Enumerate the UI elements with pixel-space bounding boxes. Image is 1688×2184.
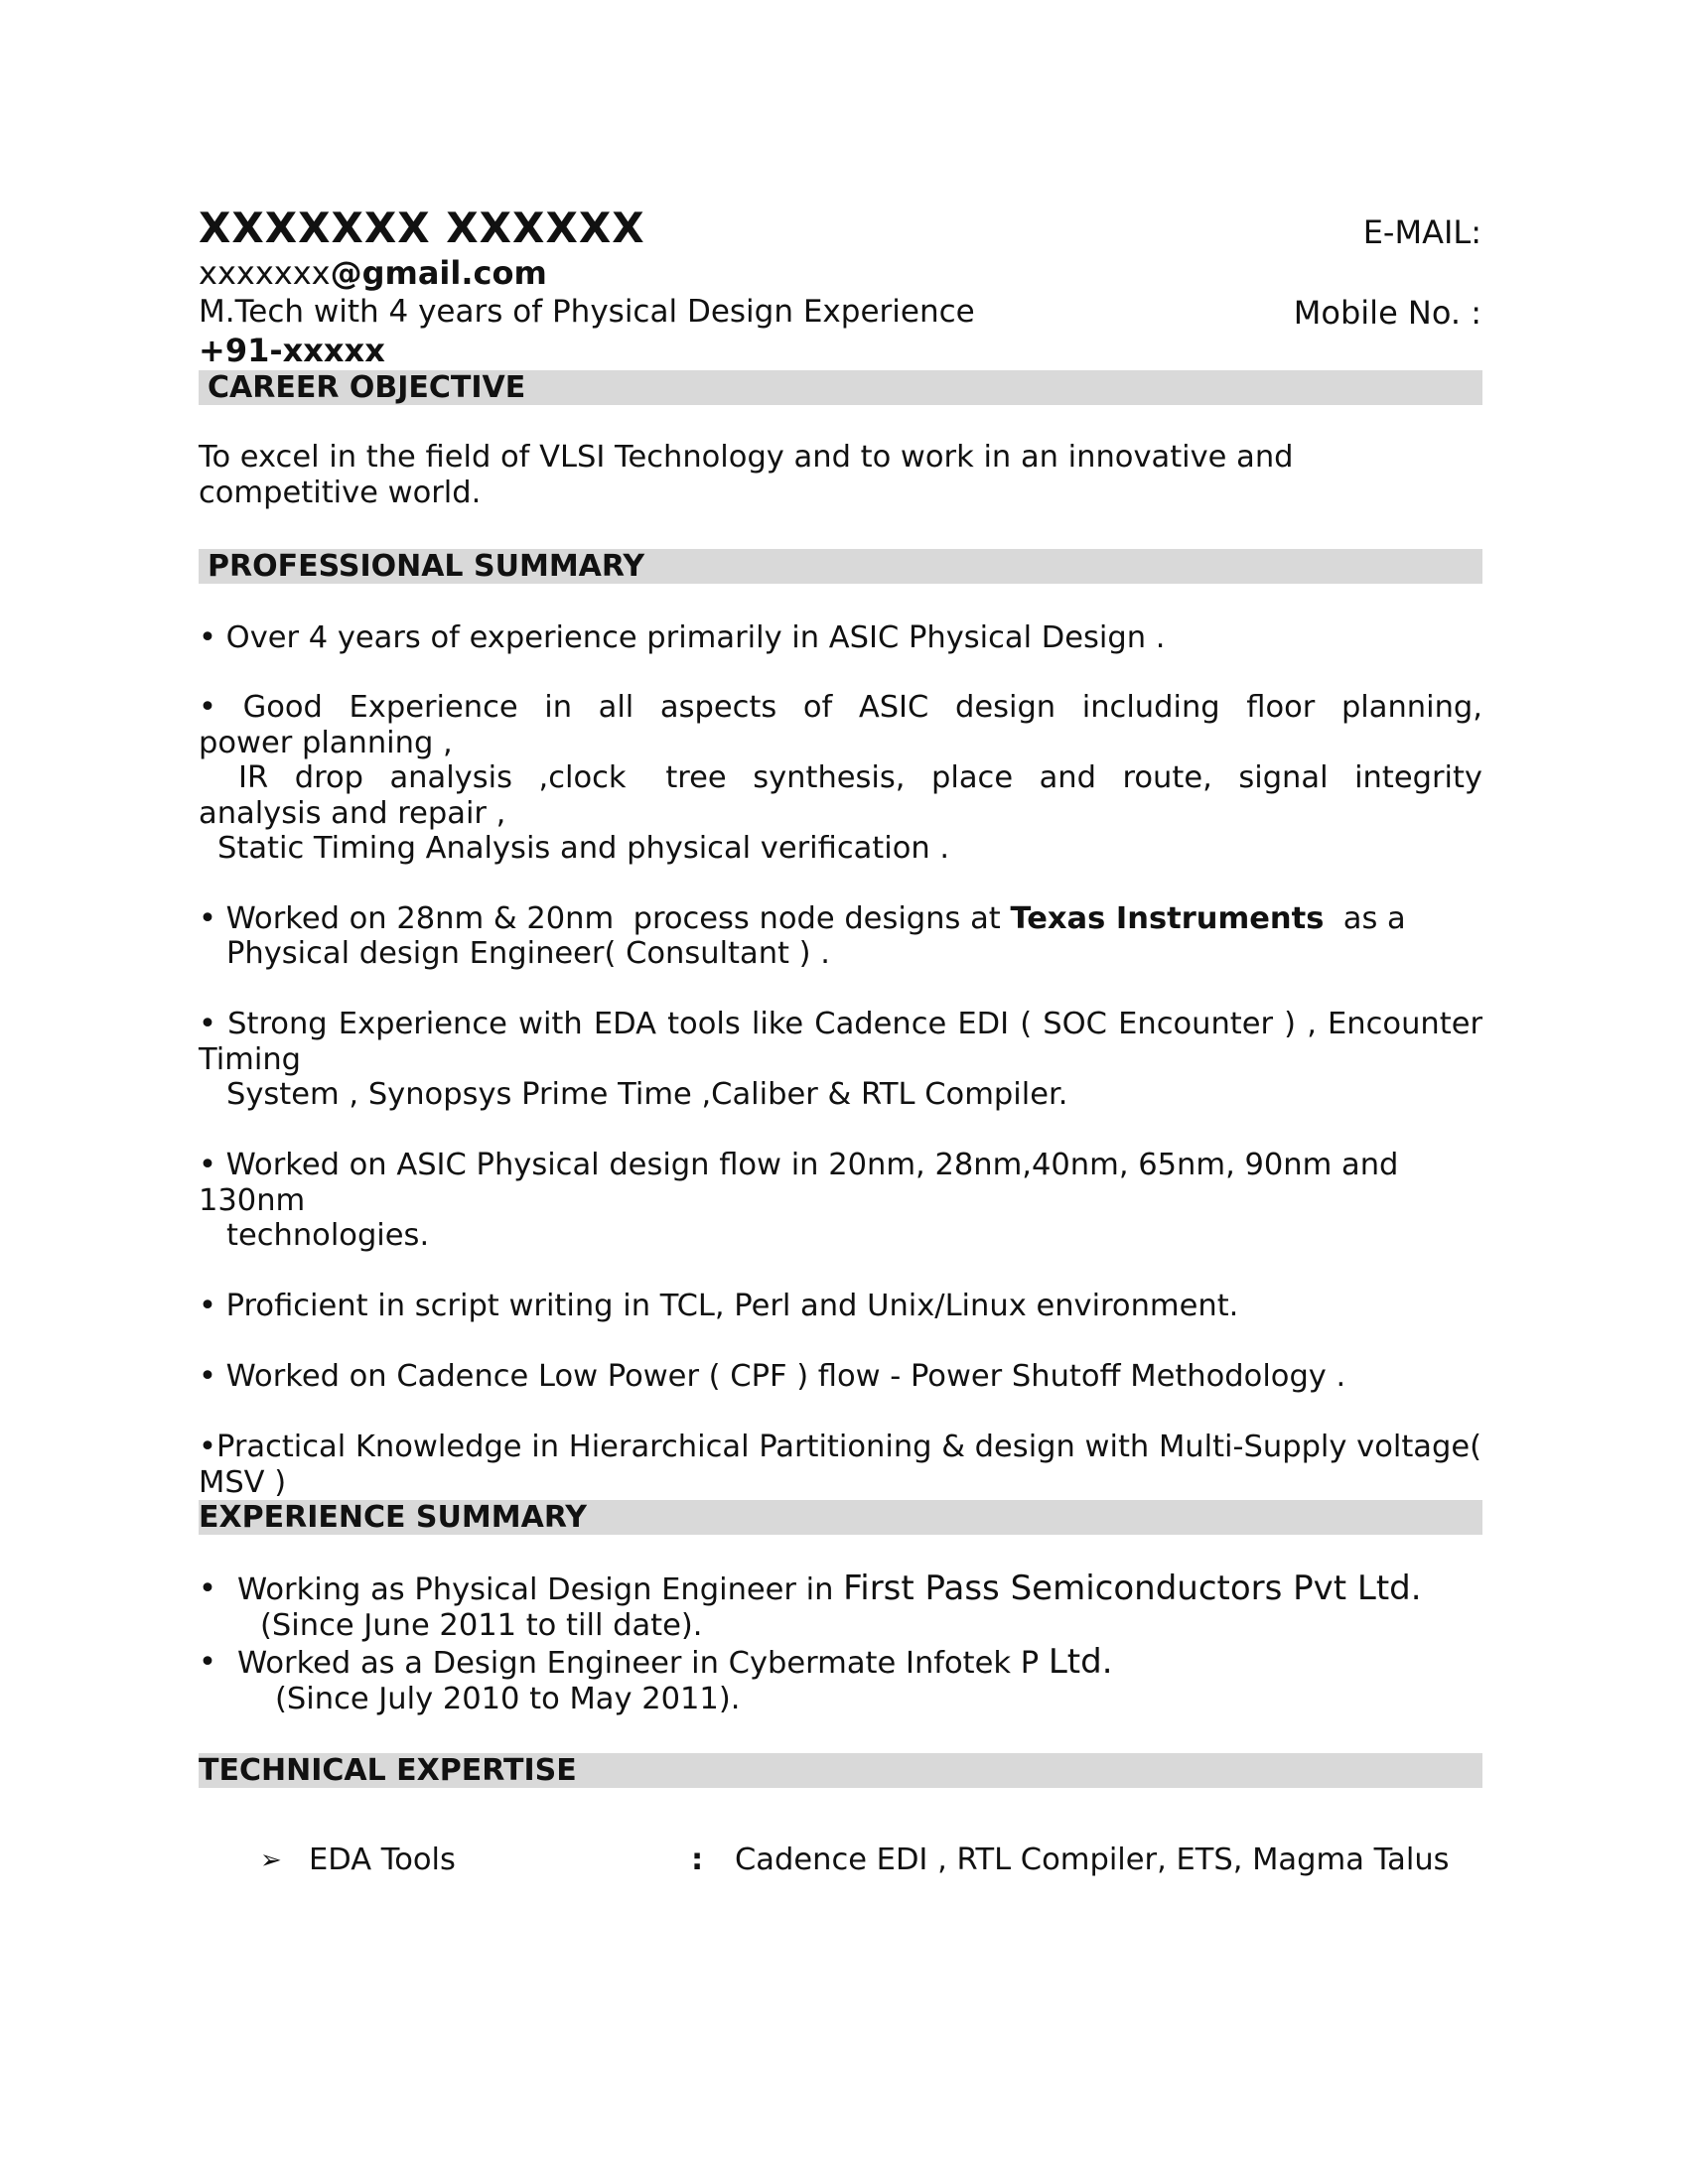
phone-number: +91-xxxxx <box>199 332 385 369</box>
summary-bullet-8: •Practical Knowledge in Hierarchical Partitioning & design with Multi-Supply voltage( MSV ) <box>199 1430 1482 1500</box>
experience-bullet-1: • <box>199 1571 216 1606</box>
experience-2-dates: (Since July 2010 to May 2011). <box>275 1682 741 1716</box>
summary-bullet-4-line-1: • Strong Experience with EDA tools like Cadence EDI ( SOC Encounter ) , Encounter Timing <box>199 1007 1482 1077</box>
experience-1-dates: (Since June 2011 to till date). <box>260 1608 703 1643</box>
summary-bullet-3 <box>199 901 1406 936</box>
arrow-bullet-icon: ➢ <box>260 1845 282 1875</box>
experience-2 <box>237 1642 1113 1682</box>
email-label: E-MAIL: <box>1362 213 1481 251</box>
summary-bullet-1: • Over 4 years of experience primarily in ASIC Physical Design . <box>199 620 1166 655</box>
summary-bullet-2-line-3: Static Timing Analysis and physical verification . <box>217 831 950 866</box>
email-domain: @gmail.com <box>330 254 547 292</box>
summary-bullet-5-line-1: • Worked on ASIC Physical design flow in 20nm, 28nm,40nm, 65nm, 90nm and 130nm <box>199 1148 1399 1218</box>
career-objective-text: To excel in the field of VLSI Technology and to work in an innovative and competitive world. <box>199 440 1294 510</box>
experience-bullet-2: • <box>199 1645 216 1680</box>
headline: M.Tech with 4 years of Physical Design Experience <box>199 294 975 330</box>
technical-expertise-title: TECHNICAL EXPERTISE <box>199 1753 577 1788</box>
summary-bullet-7: • Worked on Cadence Low Power ( CPF ) flow - Power Shutoff Methodology . <box>199 1359 1346 1394</box>
email-user: xxxxxxx <box>199 254 331 292</box>
experience-1-company: First Pass Semiconductors Pvt Ltd. <box>843 1569 1422 1608</box>
experience-1 <box>237 1571 1422 1607</box>
summary-bullet-3-line-2: Physical design Engineer( Consultant ) . <box>226 936 830 971</box>
summary-bullet-3-pre: • Worked on 28nm & 20nm process node designs at <box>199 901 1011 936</box>
summary-bullet-2-line-2: IR drop analysis ,clock tree synthesis, place and route, signal integrity analysis and repair , <box>199 760 1502 831</box>
summary-bullet-2-line-1: • Good Experience in all aspects of ASIC design including floor planning, power planning , <box>199 690 1502 760</box>
experience-summary-title: EXPERIENCE SUMMARY <box>199 1500 587 1535</box>
eda-tools-colon: : <box>691 1843 704 1877</box>
summary-bullet-6: • Proficient in script writing in TCL, Perl and Unix/Linux environment. <box>199 1289 1239 1323</box>
candidate-name: XXXXXXX XXXXXX <box>199 204 645 252</box>
experience-2-ltd: Ltd. <box>1048 1642 1113 1682</box>
summary-bullet-3-post: as a <box>1324 901 1406 936</box>
summary-bullet-5-line-2: technologies. <box>226 1218 430 1253</box>
eda-tools-value: Cadence EDI , RTL Compiler, ETS, Magma Talus <box>735 1843 1450 1877</box>
summary-bullet-3-company: Texas Instruments <box>1010 901 1325 936</box>
experience-1-role: Working as Physical Design Engineer in <box>237 1572 844 1607</box>
professional-summary-title: PROFESSIONAL SUMMARY <box>208 549 645 584</box>
experience-2-role: Worked as a Design Engineer in Cybermate Infotek P <box>237 1646 1049 1681</box>
email-address[interactable] <box>199 254 547 292</box>
mobile-label: Mobile No. : <box>1293 294 1481 332</box>
summary-bullet-4-line-2: System , Synopsys Prime Time ,Caliber & RTL Compiler. <box>226 1077 1068 1112</box>
career-objective-title: CAREER OBJECTIVE <box>208 370 526 405</box>
eda-tools-label: EDA Tools <box>309 1843 456 1877</box>
